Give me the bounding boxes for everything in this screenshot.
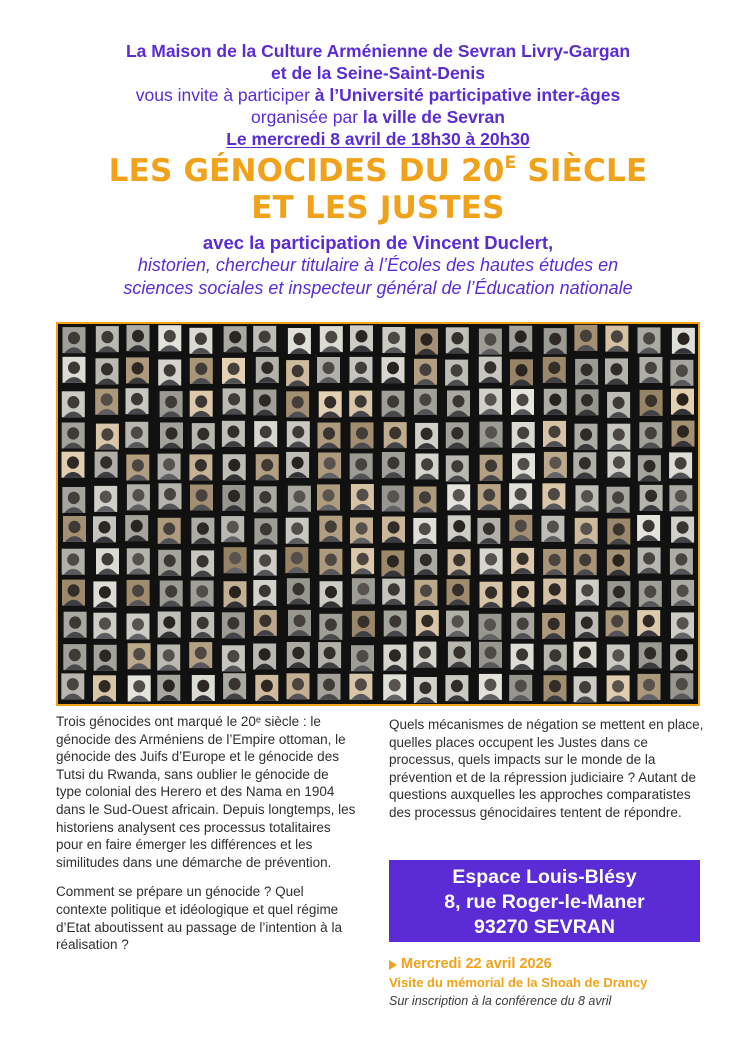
venue-city: 93270 SEVRAN bbox=[474, 916, 615, 938]
header bbox=[0, 40, 756, 300]
event-note: Sur inscription à la conférence du 8 avril bbox=[389, 994, 612, 1008]
left-paragraph-1: Trois génocides ont marqué le 20ᵉ siècle : le génocide des Arméniens de l’Empire ottoman, le génocide des Juifs d’Europe et le génocide des Tutsi du Rwanda, sans oublier le génocide de type colonial des Herero et des Nama en 1904 dans le Sud-Ouest africain. Depuis longtemps, les historiens analysent ces processus totalitaires pour en faire émerger les différences et les similitudes dans une démarche de prévention. bbox=[56, 714, 356, 870]
title-pre: LES GÉNOCIDES DU 20 bbox=[108, 153, 505, 189]
organized-bold: la ville de Sevran bbox=[362, 107, 505, 127]
body-right-column bbox=[389, 716, 709, 834]
organizer-line-1: La Maison de la Culture Arménienne de Sevran Livry-Gargan bbox=[125, 41, 631, 61]
speaker-affiliation-2: sciences sociales et inspecteur général de l’Éducation nationale bbox=[123, 278, 633, 298]
event-date-row bbox=[389, 955, 709, 974]
organized-line bbox=[0, 106, 756, 128]
body-left-column bbox=[56, 713, 356, 966]
event-date: Mercredi 22 avril 2026 bbox=[401, 956, 552, 972]
venue-name: Espace Louis-Blésy bbox=[452, 866, 637, 888]
right-paragraph-1: Quels mécanismes de négation se mettent en place, quelles places occupent les Justes dans ce processus, quels impacts sur le monde de la prévention et de la répression judiciaire ? Autant de questions auxquelles les approches comparatistes des processus génocidaires tentent de répondre. bbox=[389, 717, 704, 820]
event-info bbox=[389, 955, 709, 1010]
memorial-portraits-photo bbox=[56, 322, 700, 706]
venue-street: 8, rue Roger-le-Maner bbox=[444, 891, 645, 913]
venue-box bbox=[389, 860, 700, 942]
invite-regular: vous invite à participer bbox=[135, 85, 315, 105]
left-paragraph-2: Comment se prépare un génocide ? Quel contexte politique et idéologique et quel régime d’Etat aboutissent au passage de l’intention à la réalisation ? bbox=[56, 884, 342, 953]
speaker-affiliation-1: historien, chercheur titulaire à l’Écoles des hautes études en bbox=[137, 255, 619, 275]
page-title-line-1 bbox=[0, 153, 756, 190]
title-post: SIÈCLE bbox=[516, 153, 648, 189]
triangle-bullet-icon bbox=[389, 960, 397, 970]
event-visit: Visite du mémorial de la Shoah de Drancy bbox=[389, 975, 648, 990]
invite-line bbox=[0, 84, 756, 106]
organized-regular: organisée par bbox=[251, 107, 363, 127]
speaker-name: avec la participation de Vincent Duclert, bbox=[202, 232, 554, 253]
title-sup: E bbox=[504, 153, 517, 173]
invite-bold: à l’Université participative inter-âges bbox=[314, 85, 621, 105]
page-title-line-2: ET LES JUSTES bbox=[251, 190, 505, 226]
organizer-line-2: et de la Seine-Saint-Denis bbox=[271, 63, 485, 83]
portraits-grid-icon bbox=[58, 324, 698, 704]
date-line: Le mercredi 8 avril de 18h30 à 20h30 bbox=[226, 129, 530, 149]
